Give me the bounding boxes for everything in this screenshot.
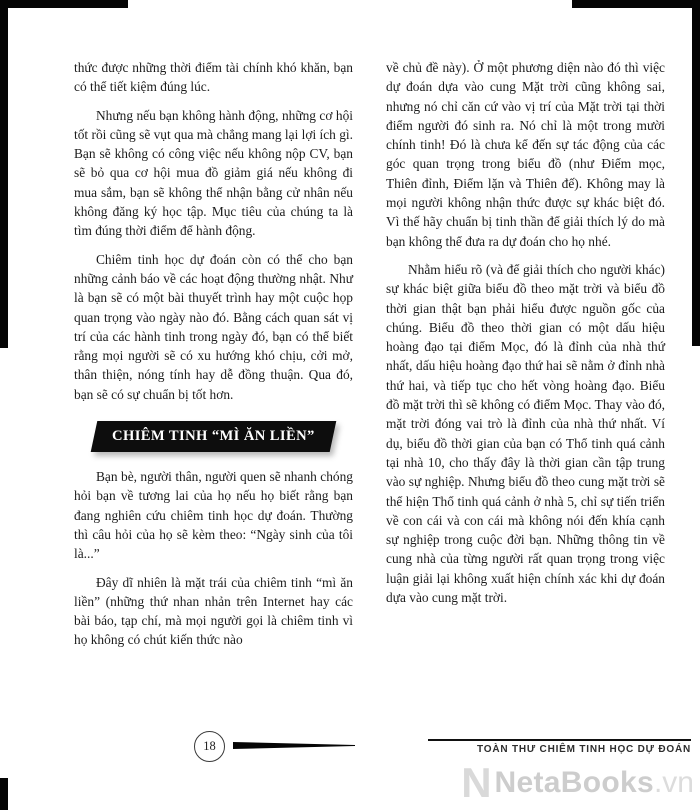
frame-ornament-top-left [0,0,128,8]
netabooks-logo-icon: N [461,759,492,806]
paragraph: Nhưng nếu bạn không hành động, những cơ hội tốt rồi cũng sẽ vụt qua mà chẳng mang lại lợi ích gì. Bạn sẽ không có công việc nếu không nộp CV, bạn sẽ bỏ qua cơ hội mua đồ giảm giá nếu không đi mua sắm, bạn sẽ không thể nhận bằng cử nhân nếu không đăng ký học tập. Mục tiêu của chúng ta là tìm đúng thời điểm để hành động. [74,107,353,239]
frame-ornament-right [692,0,700,346]
paragraph: Đây dĩ nhiên là mặt trái của chiêm tinh “mì ăn liền” (những thứ nhan nhản trên Internet hay các bài báo, tạp chí, mà mọi người gọi là chiêm tinh vì họ không có chút kiến thức nào [74,574,353,648]
watermark-tld: .vn [653,766,694,799]
frame-ornament-bottom-left [0,778,8,810]
paragraph: về chủ đề này). Ở một phương diện nào đó thì việc dự đoán dựa vào cung Mặt trời cũng không sai, nhưng nó chỉ căn cứ vào vị trí của Mặt trời tại thời điểm người đó sinh ra. Nó chỉ là một trong mười chính tinh! Đó là chưa kể đến sự tác động của các góc quan trọng trong biểu đồ (như Điểm mọc, Thiên đỉnh, Điểm lặn và Thiên đế). Không may là mọi người không nhận thức được sự khác biệt đó. Vì thế hãy chuẩn bị tinh thần để giải thích lý do mà bạn không thể đưa ra dự đoán cho họ nhé. [386,60,665,249]
frame-ornament-top-right [572,0,700,8]
paragraph: Chiêm tinh học dự đoán còn có thể cho bạn những cảnh báo về các hoạt động thường nhật. Như là bạn sẽ có một bài thuyết trình hay một cuộc họp quan trọng vào ngày nào đó. Bằng cách quan sát vị trí của các hành tinh trong ngày đó, bạn có thể biết rằng mọi người sẽ có xu hướng khó chịu, cởi mở, thân thiện, nóng tính hay dễ đồng thuận. Qua đó, bạn sẽ có sự chuẩn bị tốt hơn. [74,251,353,402]
footer-rule [233,742,355,749]
watermark-name: NetaBooks [494,766,654,799]
section-heading: CHIÊM TINH “MÌ ĂN LIỀN” [112,428,315,445]
running-footer-title: TOÀN THƯ CHIÊM TINH HỌC DỰ ĐOÁN [477,744,691,755]
netabooks-watermark [461,756,694,810]
page-number-badge: 18 [194,731,225,762]
paragraph: Nhằm hiểu rõ (và để giải thích cho người khác) sự khác biệt giữa biểu đồ theo mặt trời và biểu đồ thời gian thật bạn phải hiểu được nguồn gốc của chúng. Biểu đồ theo thời gian có một dấu hiệu hoàng đạo tại điểm Mọc, đó là đỉnh của nhà thứ nhất, dấu hiệu hoàng đạo thứ hai sẽ nằm ở đỉnh nhà thứ hai, và tiếp tục cho hết vòng hoàng đạo. Biểu đồ mặt trời thì sẽ không có điểm Mọc. Thay vào đó, mặt trời đóng vai trò là đỉnh của nhà thứ nhất. Ví dụ, biểu đồ thời gian của bạn có Thổ tinh quá cảnh tại nhà 10, cho thấy đây là thời gian cần tập trung vào sự nghiệp. Nhưng biểu đồ theo cung mặt trời sẽ thể hiện Thổ tinh quá cảnh ở nhà 5, chỉ sự tiến triển về con cái và con cái mà không nói đến khía cạnh sự nghiệp trong cuộc đời bạn. Những thông tin về cung nhà của từng người rất quan trọng trong việc luận giải lại không xuất hiện chính xác khi dự đoán dựa vào cung mặt trời. [386,261,665,606]
left-column [74,58,353,659]
paragraph: thức được những thời điểm tài chính khó khăn, bạn có thể tiết kiệm đúng lúc. [74,60,353,95]
footer-thin-rule [428,739,691,741]
paragraph: Bạn bè, người thân, người quen sẽ nhanh chóng hỏi bạn về tương lai của họ nếu họ biết rằng bạn đang nghiên cứu chiêm tinh học dự đoán. Thường thì câu hỏi của họ sẽ kèm theo: “Ngày sinh của tôi là...” [74,469,353,562]
right-column [386,58,665,659]
section-heading-banner [91,421,336,452]
text-columns [74,58,666,659]
frame-ornament-left [0,0,8,348]
